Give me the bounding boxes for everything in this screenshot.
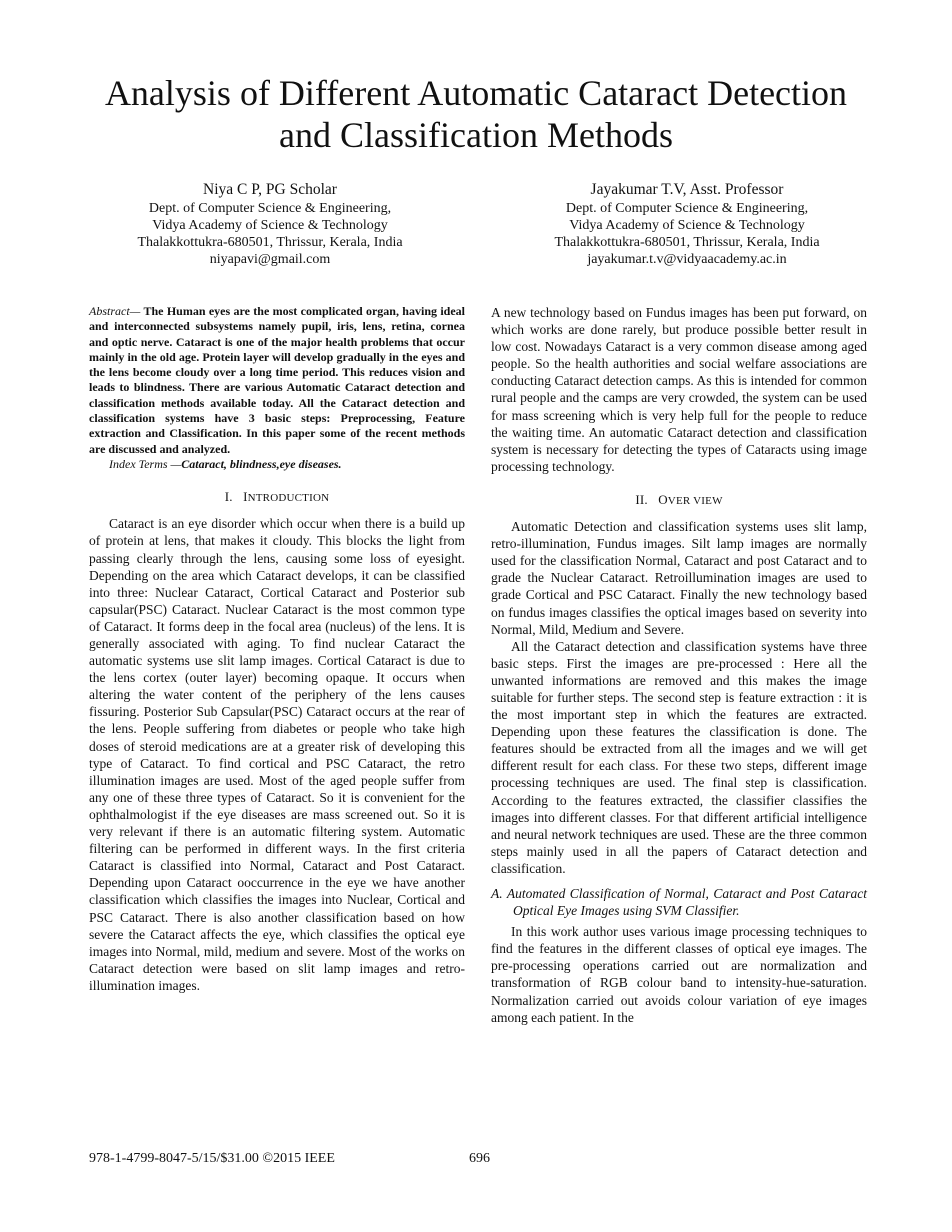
author-dept: Dept. of Computer Science & Engineering,: [565, 201, 809, 216]
abstract-text: The Human eyes are the most complicated organ, having ideal and interconnected subsystems namely pupil, iris, lens, retina, cornea and optic nerve. Cataract is one of the major health problems that occur mainly in the old age. Protein layer will develop gradually in the eyes and the lens become cloudy over a long time period. This reduces vision and leads to blindness. There are various Automatic Cataract detection and classification methods available today. All the Cataract detection and classification systems have 3 basic steps: Preprocessing, Feature extraction and Classification. In this paper some of the recent methods are discussed and analyzed.: [89, 304, 465, 456]
title-line-2: and Classification Methods: [279, 115, 673, 155]
right-column: [491, 304, 867, 1026]
subsection-heading-a: A. Automated Classification of Normal, Cataract and Post Cataract Optical Eye Images using SVM Classifier.: [491, 886, 867, 919]
subsection-a-paragraph: In this work author uses various image processing techniques to find the features in the different classes of optical eye images. The pre-processing operations carried out are normalization and transformation of RGB colour band to intensity-hue-saturation. Normalization carried out avoids colour variation of eye images among each patient. In the: [491, 924, 867, 1025]
author-address: Thalakkottukra-680501, Thrissur, Kerala, India: [554, 235, 820, 250]
intro-continued-paragraph: A new technology based on Fundus images has been put forward, on which works are done rarely, but produce possible better result in low cost. Nowadays Cataract is a very common disease among aged people. So the health authorities and social welfare associations are conducting Cataract detection camps. As this is intended for common rural people and the camps are very crowded, the system can be used for mass screening which is very help full for the people to reduce the waiting time. An automatic Cataract detection and classification system is necessary for detecting the types of Cataracts using image processing technology.: [491, 305, 867, 474]
author-address: Thalakkottukra-680501, Thrissur, Kerala, India: [137, 235, 403, 250]
author-email: niyapavi@gmail.com: [209, 252, 331, 267]
page-number: 696: [469, 1151, 490, 1166]
index-terms-label: Index Terms —: [109, 456, 182, 471]
author-email: jayakumar.t.v@vidyaacademy.ac.in: [587, 252, 787, 267]
author-name: Jayakumar T.V, Asst. Professor: [590, 181, 784, 198]
left-column: [89, 304, 465, 994]
index-terms-text: Cataract, blindness,eye diseases.: [181, 456, 342, 471]
section-heading-introduction: I. INTRODUCTION: [224, 489, 330, 505]
abstract-label: Abstract—: [89, 304, 141, 318]
author-dept: Dept. of Computer Science & Engineering,: [148, 201, 392, 216]
footer-isbn: 978-1-4799-8047-5/15/$31.00 ©2015 IEEE: [89, 1151, 335, 1166]
title-line-1: Analysis of Different Automatic Cataract Detection: [104, 73, 848, 113]
index-terms: [89, 457, 465, 472]
abstract: [89, 304, 465, 457]
overview-paragraph-1: Automatic Detection and classification systems uses slit lamp, retro-illumination, Fundus images. Silt lamp images are normally used for the classification Normal, Cataract and post Cataract and to grade the Nuclear Cataract. Retroillumination images are used to grade Cortical and PSC Cataract. Finally the new technology based on fundus images classifies the optical images based on severity into Normal, Mild, Medium and Severe.: [491, 519, 867, 637]
introduction-paragraph: Cataract is an eye disorder which occur when there is a build up of protein at lens, that makes it cloudy. This blocks the light from passing clearly through the lens, causing some loss of eyesight. Depending on the area which Cataract develops, it can be classified into three: Nuclear Cataract, Cortical Cataract and Posterior sub capsular(PSC) Cataract. Nuclear Cataract is the most common type of Cataract. It forms deep in the focal area (nucleus) of the lens. It is generally associated with aging. To find nuclear Cataract the automatic systems use slit lamp images. Cortical Cataract is due to the lens cortex (outer layer) becoming opaque. It occurs when altering the water content of the periphery of the lens causes fissuring. Posterior Sub Capsular(PSC) Cataract occurs at the rear of the lens. People suffering from diabetes or people who take high doses of steroid medications are at a greater risk of developing this type of Cataract. To find cortical and PSC Cataract, the retro illumination images are used. Most of the aged people suffer from any one of these three types of Cataract. So it is convenient for the ophthalmologist if the eye diseases are mass screened out. So it is very relevant if there is an automatic filtering system. Automatic filtering can be performed in different ways. In the first criteria Cataract is classified into Normal, Cataract and Post Cataract. Depending upon Cataract ooccurrence in the eye we have another classification which classifies the images into Nuclear, Cortical and PSC Cataract. There is also another classification based on how severe the Cataract affects the eye, which classifies the optical eye images into Normal, mild, medium and severe. Most of the works on Cataract detection were based on slit lamp images and retro-illumination images.: [89, 516, 465, 993]
overview-paragraph-2: All the Cataract detection and classification systems have three basic steps. First the images are pre-processed : Here all the unwanted informations are removed and this makes the image suitable for further steps. The second step is feature extraction : it is the most important step in which the features are extracted. Depending upon these features the classification is done. The features should be extracted from all the images and we will get different result for each class. For these two steps, different image processing techniques are used. The final step is classification. According to the features extracted, the classifier classifies the images into different classes. For that different artificial intelligence and neural network techniques are used. These are the three common steps mainly used in all the papers of Cataract detection and classification.: [491, 638, 867, 876]
author-institution: Vidya Academy of Science & Technology: [569, 218, 805, 233]
paper-title: [0, 72, 952, 156]
author-institution: Vidya Academy of Science & Technology: [152, 218, 388, 233]
author-block-2: [477, 180, 897, 268]
author-block-1: [60, 180, 480, 268]
section-heading-overview: II. OVER VIEW: [635, 491, 723, 507]
author-name: Niya C P, PG Scholar: [203, 181, 337, 198]
